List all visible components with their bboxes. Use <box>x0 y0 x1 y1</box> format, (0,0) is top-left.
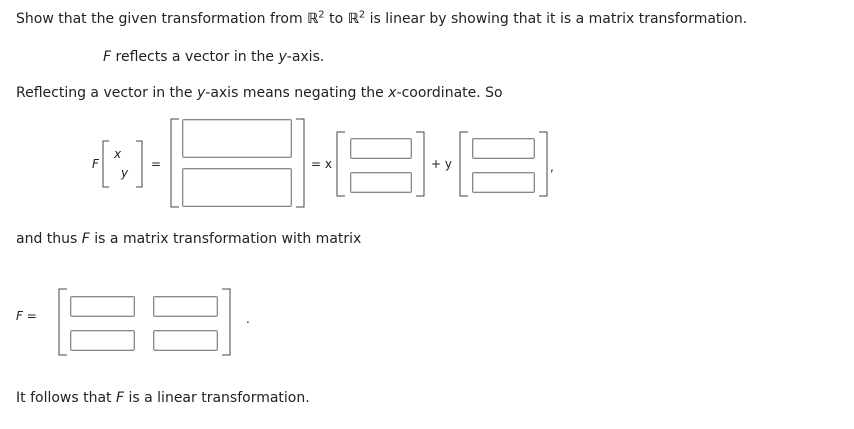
col-x-right-bracket <box>414 131 426 197</box>
explanation-text <box>16 84 503 102</box>
conclusion-text <box>16 230 361 248</box>
variable-y: y <box>196 85 206 101</box>
problem-statement <box>103 48 324 66</box>
text-segment: is a matrix transformation with matrix <box>89 231 362 247</box>
matrix-left-bracket <box>57 288 69 356</box>
text-segment: It follows that <box>16 390 116 406</box>
term-text: + y <box>431 157 452 171</box>
matrix-right-bracket <box>220 288 232 356</box>
matrix-input-r2c1[interactable] <box>70 330 135 351</box>
text-segment: -coordinate. So <box>396 85 503 101</box>
equals-sign: = <box>26 309 37 323</box>
vector-right-bracket <box>134 140 144 188</box>
col-y-right-bracket <box>537 131 549 197</box>
result-left-bracket <box>169 118 181 208</box>
problem-instruction <box>16 10 747 28</box>
result-top-input[interactable] <box>182 119 292 158</box>
variable-x: x <box>388 85 397 101</box>
col-y-left-bracket <box>458 131 470 197</box>
vector-x-entry: x <box>114 147 122 161</box>
text-segment: is a linear transformation. <box>124 390 310 406</box>
matrix-period: . <box>246 312 250 326</box>
vector-y-entry: y <box>121 166 129 180</box>
col-x-left-bracket <box>335 131 347 197</box>
variable-f: F <box>115 390 125 406</box>
text-segment: -axis means negating the <box>205 85 389 101</box>
matrix-input-r1c1[interactable] <box>70 296 135 317</box>
text-segment: Reflecting a vector in the <box>16 85 197 101</box>
function-f-label: F <box>92 157 99 171</box>
text-segment: and thus <box>16 231 82 247</box>
variable-f: F <box>81 231 90 247</box>
vector-left-bracket <box>101 140 111 188</box>
instruction-text: to <box>324 11 348 27</box>
col-y-top-input[interactable] <box>472 138 535 159</box>
term-text: = x <box>311 157 332 171</box>
statement-text: reflects a vector in the <box>111 49 279 65</box>
instruction-text: is linear by showing that it is a matrix transformation. <box>365 11 748 27</box>
col-y-bottom-input[interactable] <box>472 172 535 193</box>
statement-text: -axis. <box>286 49 325 65</box>
trailing-comma: , <box>550 160 554 174</box>
col-x-top-input[interactable] <box>350 138 412 159</box>
matrix-f-label <box>16 309 37 323</box>
matrix-input-r2c2[interactable] <box>153 330 218 351</box>
instruction-text: Show that the given transformation from <box>16 11 308 27</box>
final-text <box>16 389 310 407</box>
real-numbers-symbol: ℝ <box>347 11 359 27</box>
exponent: 2 <box>358 9 366 21</box>
matrix-input-r1c2[interactable] <box>153 296 218 317</box>
plus-y-term <box>431 157 452 171</box>
variable-f: F <box>16 309 23 323</box>
result-bottom-input[interactable] <box>182 168 292 207</box>
col-x-bottom-input[interactable] <box>350 172 412 193</box>
variable-f: F <box>103 49 112 65</box>
variable-y: y <box>278 49 287 65</box>
result-right-bracket <box>294 118 306 208</box>
equals-sign: = <box>151 157 162 171</box>
real-numbers-symbol: ℝ <box>307 11 319 27</box>
equals-x-term <box>311 157 332 171</box>
exponent: 2 <box>318 9 325 21</box>
